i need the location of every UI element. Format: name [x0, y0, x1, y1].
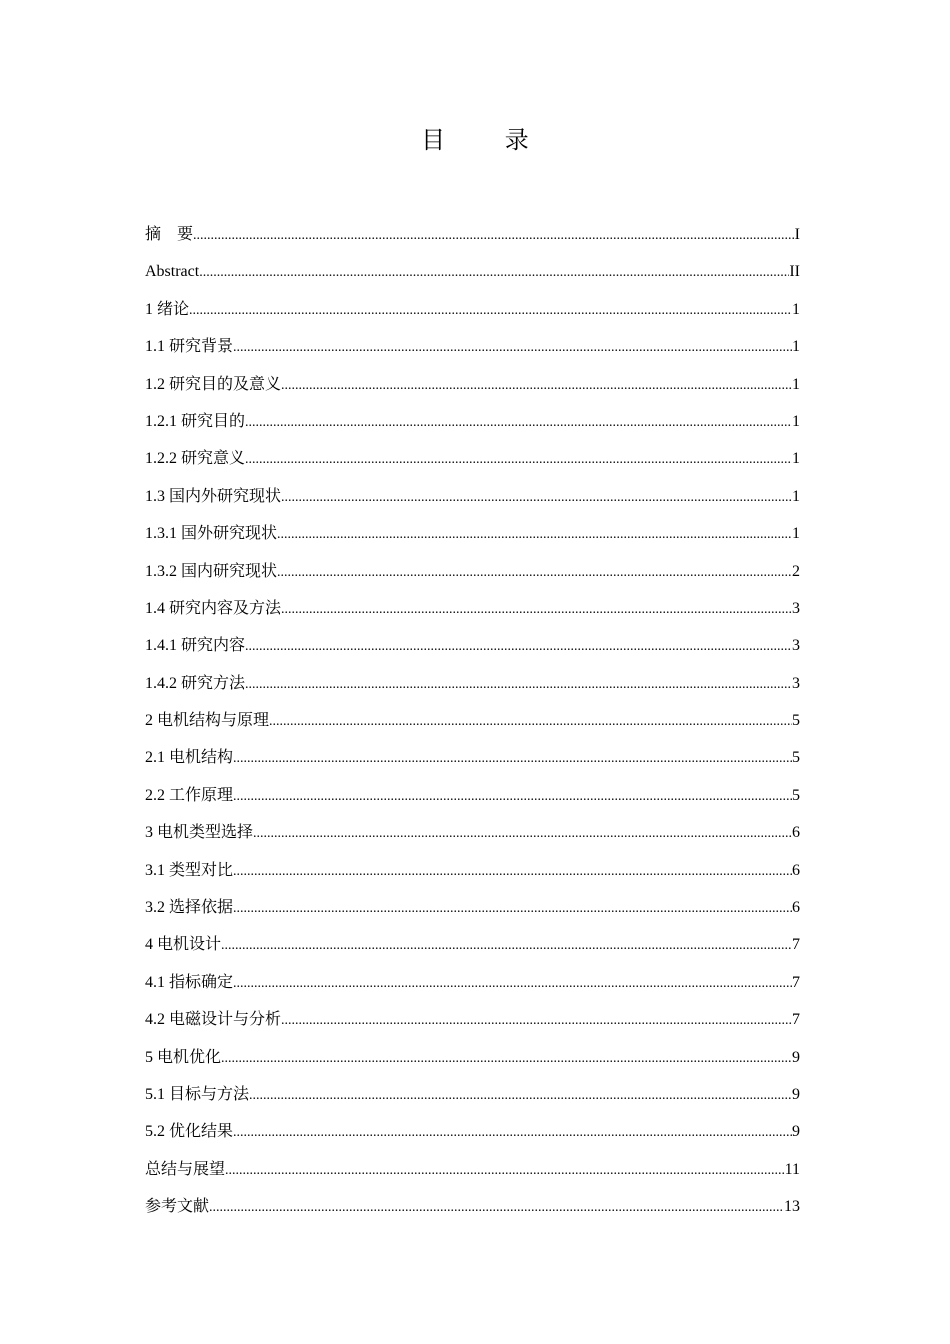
toc-entry-label: 2 电机结构与原理 — [145, 712, 270, 730]
toc-entry-label: 1 绪论 — [145, 300, 190, 318]
toc-entry[interactable] — [145, 328, 800, 365]
toc-leader-dots — [245, 441, 792, 478]
toc-entry[interactable] — [145, 1188, 800, 1225]
toc-entry-label: 1.4.2 研究方法 — [145, 674, 246, 692]
toc-leader-dots — [233, 740, 792, 777]
toc-entry[interactable] — [145, 403, 800, 440]
toc-entry[interactable] — [145, 216, 800, 253]
toc-entry-page-number: 2 — [792, 562, 800, 580]
toc-entry[interactable] — [145, 739, 800, 776]
toc-entry-label: 1.4.1 研究内容 — [145, 637, 246, 655]
toc-leader-dots — [233, 329, 792, 366]
toc-leader-dots — [277, 554, 792, 591]
toc-entry-page-number: I — [794, 226, 800, 243]
toc-entry-page-number: 5 — [792, 712, 800, 730]
toc-entry-label: 参考文献 — [145, 1198, 210, 1216]
toc-entry-page-number: 1 — [792, 412, 800, 430]
toc-leader-dots — [189, 292, 792, 329]
toc-entry-page-number: 3 — [792, 674, 800, 692]
toc-entry-page-number: 9 — [792, 1123, 800, 1141]
toc-leader-dots — [281, 591, 792, 628]
toc-entry-label: 4.2 电磁设计与分析 — [145, 1011, 282, 1029]
toc-entry-page-number: 3 — [792, 599, 800, 617]
toc-leader-dots — [269, 703, 792, 740]
toc-leader-dots — [225, 1152, 785, 1189]
toc-entry-page-number: 1 — [792, 300, 800, 318]
toc-leader-dots — [209, 1189, 784, 1226]
toc-entry-label: Abstract — [145, 263, 200, 281]
toc-entry-page-number: 9 — [792, 1048, 800, 1066]
toc-entry-page-number: 7 — [792, 936, 800, 954]
toc-entry[interactable] — [145, 1001, 800, 1038]
toc-leader-dots — [221, 927, 792, 964]
toc-leader-dots — [277, 516, 792, 553]
toc-leader-dots — [233, 853, 792, 890]
toc-entry[interactable] — [145, 926, 800, 963]
toc-entry-page-number: 1 — [792, 487, 800, 505]
toc-entry-label: 1.2 研究目的及意义 — [145, 375, 282, 393]
toc-entry-label: 1.3 国内外研究现状 — [145, 487, 282, 505]
toc-entry-label: 1.3.1 国外研究现状 — [145, 525, 278, 543]
toc-entry-page-number: 5 — [792, 786, 800, 804]
toc-entry-page-number: 6 — [792, 899, 800, 917]
toc-entry[interactable] — [145, 553, 800, 590]
toc-entry-label: 5.1 目标与方法 — [145, 1085, 250, 1103]
toc-entry[interactable] — [145, 291, 800, 328]
toc-entry-label: 4.1 指标确定 — [145, 973, 234, 991]
toc-entry-page-number: 7 — [792, 973, 800, 991]
toc-leader-dots — [249, 1077, 792, 1114]
toc-entry-page-number: 1 — [792, 338, 800, 356]
toc-entry[interactable] — [145, 478, 800, 515]
toc-entry-label: 2.2 工作原理 — [145, 786, 234, 804]
toc-entry-page-number: 6 — [792, 861, 800, 879]
toc-entry-label: 5 电机优化 — [145, 1048, 222, 1066]
toc-entry[interactable] — [145, 889, 800, 926]
toc-entry-label: 1.2.1 研究目的 — [145, 412, 246, 430]
toc-entry[interactable] — [145, 1151, 800, 1188]
toc-entry[interactable] — [145, 440, 800, 477]
toc-entry[interactable] — [145, 964, 800, 1001]
toc-entry[interactable] — [145, 1039, 800, 1076]
toc-entry-label: 1.1 研究背景 — [145, 338, 234, 356]
toc-entry-label: 3.1 类型对比 — [145, 861, 234, 879]
toc-leader-dots — [281, 367, 792, 404]
toc-entry[interactable] — [145, 366, 800, 403]
toc-entry-page-number: 9 — [792, 1085, 800, 1103]
toc-entry-page-number: 6 — [792, 824, 800, 842]
toc-entry-label: 3.2 选择依据 — [145, 899, 234, 917]
toc-entry[interactable] — [145, 777, 800, 814]
toc-entry-page-number: 1 — [792, 450, 800, 468]
toc-entry[interactable] — [145, 515, 800, 552]
toc-leader-dots — [245, 628, 792, 665]
toc-leader-dots — [281, 479, 792, 516]
toc-leader-dots — [281, 1002, 792, 1039]
toc-leader-dots — [245, 666, 792, 703]
toc-entry-label: 5.2 优化结果 — [145, 1123, 234, 1141]
toc-entry-label: 1.3.2 国内研究现状 — [145, 562, 278, 580]
toc-leader-dots — [199, 254, 789, 291]
toc-leader-dots — [233, 778, 792, 815]
toc-leader-dots — [221, 1040, 792, 1077]
toc-entry-label: 3 电机类型选择 — [145, 824, 254, 842]
toc-leader-dots — [233, 965, 792, 1002]
toc-entry[interactable] — [145, 702, 800, 739]
toc-entry-label: 2.1 电机结构 — [145, 749, 234, 767]
page-title: 目 录 — [421, 126, 555, 154]
toc-entry[interactable] — [145, 1076, 800, 1113]
toc-entry[interactable] — [145, 590, 800, 627]
toc-entry-label: 总结与展望 — [145, 1160, 226, 1178]
toc-entry-page-number: 1 — [792, 525, 800, 543]
toc-leader-dots — [233, 890, 792, 927]
toc-leader-dots — [253, 815, 792, 852]
toc-leader-dots — [233, 1114, 792, 1151]
toc-entry[interactable] — [145, 253, 800, 290]
toc-entry-page-number: 7 — [792, 1011, 800, 1029]
table-of-contents — [145, 216, 800, 1226]
toc-entry-page-number: 1 — [792, 375, 800, 393]
toc-entry-page-number: 13 — [784, 1198, 800, 1216]
toc-entry-label: 1.4 研究内容及方法 — [145, 599, 282, 617]
toc-entry[interactable] — [145, 852, 800, 889]
toc-entry[interactable] — [145, 665, 800, 702]
toc-entry-label: 摘 要 — [145, 226, 194, 243]
toc-entry-page-number: 11 — [784, 1160, 800, 1178]
toc-entry-label: 1.2.2 研究意义 — [145, 450, 246, 468]
toc-entry[interactable] — [145, 814, 800, 851]
toc-entry-page-number: II — [789, 263, 800, 281]
toc-leader-dots — [193, 217, 795, 254]
toc-entry[interactable] — [145, 627, 800, 664]
toc-leader-dots — [245, 404, 792, 441]
toc-entry[interactable] — [145, 1113, 800, 1150]
toc-entry-label: 4 电机设计 — [145, 936, 222, 954]
toc-entry-page-number: 5 — [792, 749, 800, 767]
toc-entry-page-number: 3 — [792, 637, 800, 655]
